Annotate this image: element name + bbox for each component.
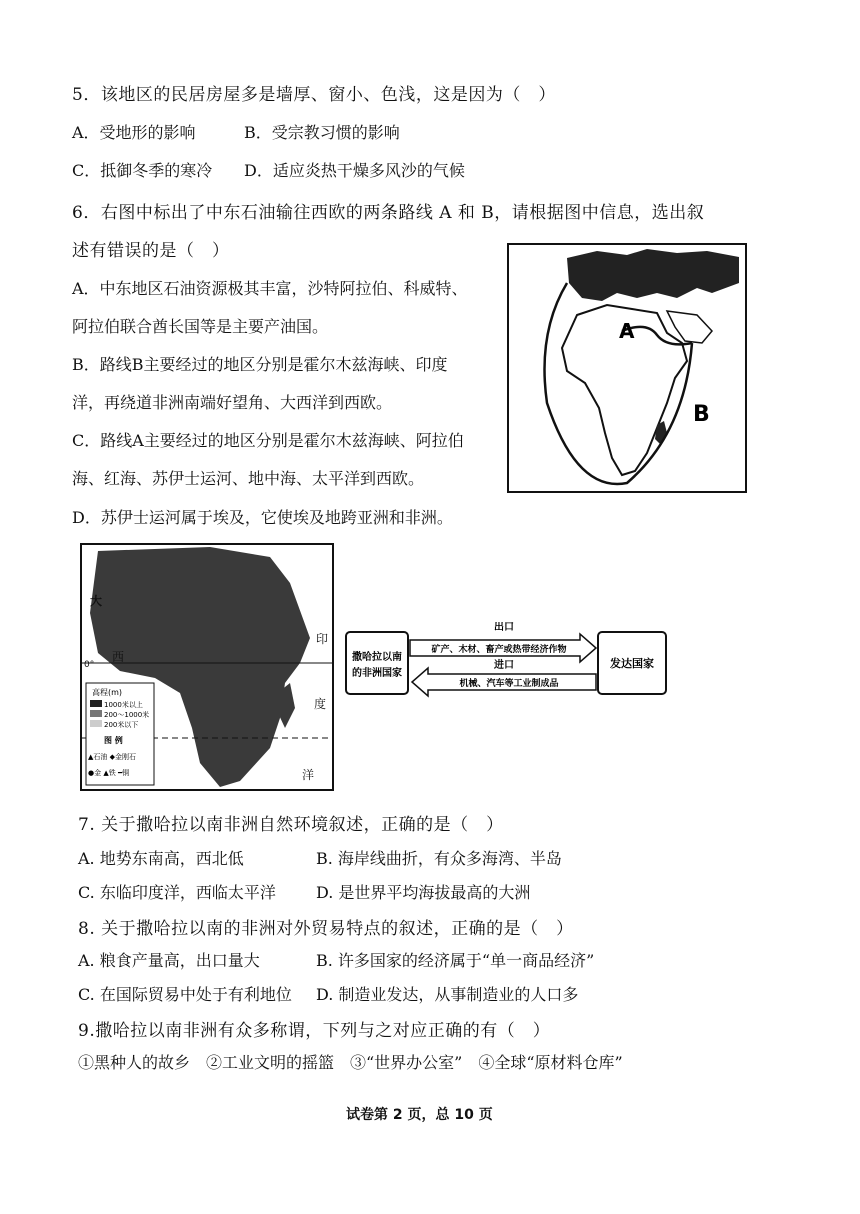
africa-countries-label-2: 的非洲国家 (352, 668, 402, 679)
q5-option-a: A．受地形的影响 (72, 123, 196, 142)
trade-flow-diagram (344, 622, 669, 706)
label-da: 大 (90, 594, 103, 608)
legend-header: 图 例 (104, 736, 123, 745)
import-label: 进口 (494, 660, 514, 671)
q7-option-a: A. 地势东南高，西北低 (78, 849, 244, 868)
q6-option-c-line2: 海、红海、苏伊士运河、地中海、太平洋到西欧。 (72, 469, 425, 488)
q6-option-d: D．苏伊士运河属于埃及，它使埃及地跨亚洲和非洲。 (72, 508, 453, 527)
q7-stem: 7. 关于撒哈拉以南非洲自然环境叙述，正确的是（ ） (78, 815, 504, 835)
legend-title: 高程(m) (92, 688, 123, 697)
legend-swatch-mid (90, 710, 102, 717)
import-items: 机械、汽车等工业制成品 (459, 679, 559, 689)
q7-option-b: B. 海岸线曲折，有众多海湾、半岛 (316, 849, 562, 868)
label-yang: 洋 (302, 768, 315, 782)
q5-stem: 5．该地区的民居房屋多是墙厚、窗小、色浅，这是因为（ ） (72, 85, 556, 105)
legend-row1: ▲石油 ◆金刚石 (88, 753, 136, 761)
q8-option-d: D. 制造业发达，从事制造业的人口多 (316, 985, 579, 1004)
q6-option-b-line1: B．路线B主要经过的地区分别是霍尔木兹海峡、印度 (72, 355, 448, 374)
q8-option-b: B. 许多国家的经济属于“单一商品经济” (316, 951, 595, 970)
legend-item-high: 1000米以上 (104, 701, 143, 709)
q6-option-c-line1: C．路线A主要经过的地区分别是霍尔木兹海峡、阿拉伯 (72, 431, 464, 450)
africa-countries-box (346, 632, 408, 694)
legend-item-mid: 200～1000米 (104, 711, 150, 719)
q8-option-a: A. 粮食产量高，出口量大 (78, 951, 260, 970)
q6-option-a-line1: A．中东地区石油资源极其丰富，沙特阿拉伯、科威特、 (72, 279, 468, 298)
q6-option-b-line2: 洋，再绕道非洲南端好望角、大西洋到西欧。 (72, 393, 393, 412)
q8-stem: 8. 关于撒哈拉以南的非洲对外贸易特点的叙述，正确的是（ ） (78, 919, 574, 939)
q7-option-d: D. 是世界平均海拔最高的大洲 (316, 883, 531, 902)
q6-stem-line1: 6．右图中标出了中东石油输往西欧的两条路线 A 和 B，请根据图中信息，选出叙 (72, 203, 705, 223)
q9-stem: 9.撒哈拉以南非洲有众多称谓，下列与之对应正确的有（ ） (78, 1021, 551, 1041)
legend-swatch-low (90, 720, 102, 727)
export-label: 出口 (494, 622, 514, 633)
legend-item-low: 200米以下 (104, 721, 139, 729)
q8-option-c: C. 在国际贸易中处于有利地位 (78, 985, 292, 1004)
oil-route-map (507, 243, 747, 493)
developed-countries-label: 发达国家 (610, 657, 654, 670)
africa-relief-map (80, 543, 334, 791)
route-a-label: A (619, 319, 635, 343)
route-b-label: B (693, 402, 710, 427)
legend-swatch-high (90, 700, 102, 707)
q6-stem-line2: 述有错误的是（ ） (72, 241, 230, 261)
q5-option-d: D．适应炎热干燥多风沙的气候 (244, 161, 465, 180)
q7-option-c: C. 东临印度洋，西临太平洋 (78, 883, 276, 902)
legend-row2: ●金 ▲铁 ━铜 (88, 769, 130, 777)
q5-option-c: C．抵御冬季的寒冷 (72, 161, 213, 180)
label-zero-degree: 0° (84, 660, 95, 670)
label-yin: 印 (316, 632, 329, 646)
export-items: 矿产、木材、畜产或热带经济作物 (431, 645, 567, 655)
label-xi: 西 (112, 650, 125, 664)
africa-countries-label-1: 撒哈拉以南 (352, 652, 402, 663)
page-footer: 试卷第 2 页，总 10 页 (346, 1107, 493, 1123)
label-du: 度 (314, 697, 327, 711)
q6-option-a-line2: 阿拉伯联合酋长国等是主要产油国。 (72, 317, 329, 336)
q9-items: ①黑种人的故乡 ②工业文明的摇篮 ③“世界办公室” ④全球“原材料仓库” (78, 1053, 623, 1072)
q5-option-b: B．受宗教习惯的影响 (244, 123, 400, 142)
